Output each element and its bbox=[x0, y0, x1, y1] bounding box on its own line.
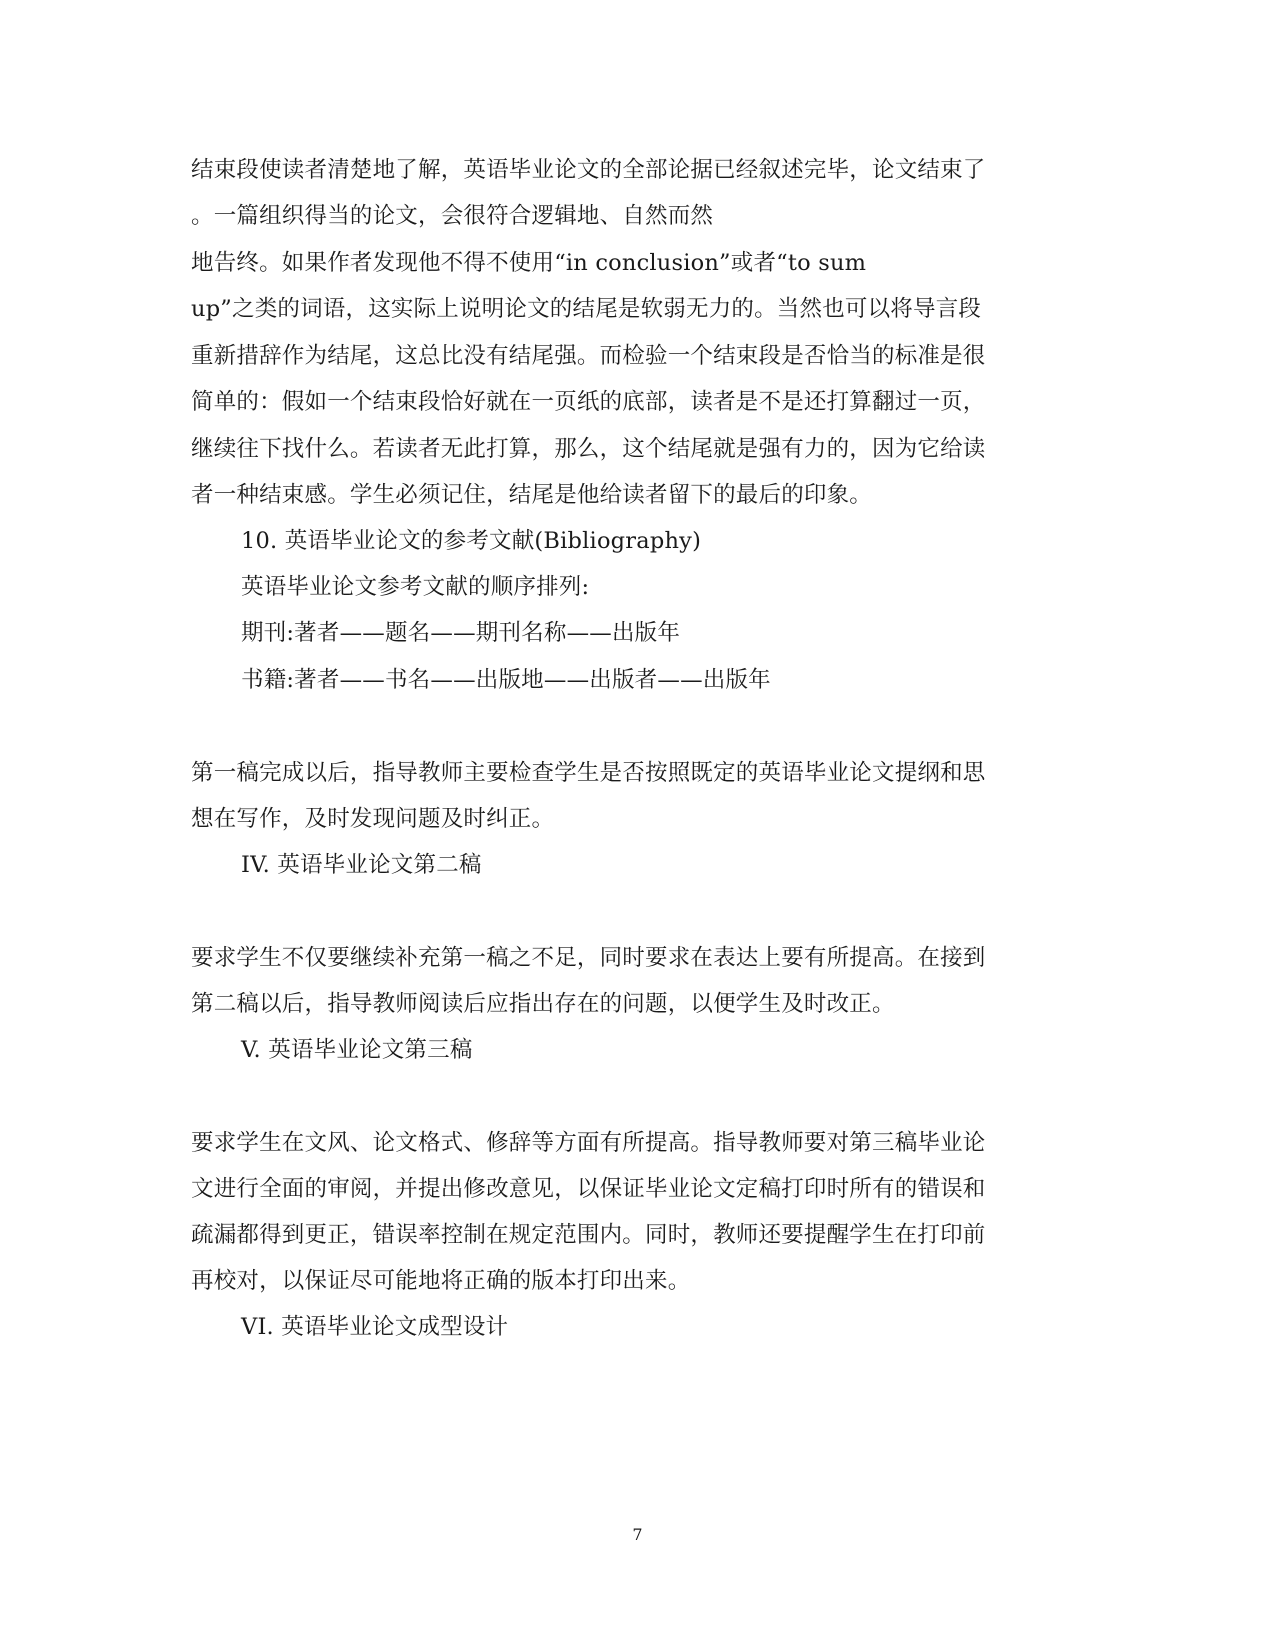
text-line: 疏漏都得到更正，错误率控制在规定范围内。同时，教师还要提醒学生在打印前 bbox=[191, 1222, 986, 1248]
section-heading: IV. 英语毕业论文第二稿 bbox=[241, 852, 482, 878]
text-line: 第二稿以后，指导教师阅读后应指出存在的问题，以便学生及时改正。 bbox=[191, 991, 895, 1017]
section-heading: 10. 英语毕业论文的参考文献(Bibliography) bbox=[241, 528, 702, 554]
text-line: 想在写作，及时发现问题及时纠正。 bbox=[191, 806, 555, 832]
text-line: 要求学生不仅要继续补充第一稿之不足，同时要求在表达上要有所提高。在接到 bbox=[191, 945, 986, 971]
text-line: 重新措辞作为结尾，这总比没有结尾强。而检验一个结束段是否恰当的标准是很 bbox=[191, 343, 986, 369]
text-line: 者一种结束感。学生必须记住，结尾是他给读者留下的最后的印象。 bbox=[191, 482, 873, 508]
text-line: 期刊:著者——题名——期刊名称——出版年 bbox=[241, 620, 681, 646]
section-heading: VI. 英语毕业论文成型设计 bbox=[241, 1314, 509, 1340]
text-line: 结束段使读者清楚地了解，英语毕业论文的全部论据已经叙述完毕，论文结束了 bbox=[191, 157, 986, 183]
text-line: 。一篇组织得当的论文，会很符合逻辑地、自然而然 bbox=[191, 203, 714, 229]
text-line: 书籍:著者——书名——出版地——出版者——出版年 bbox=[241, 667, 771, 693]
section-heading: V. 英语毕业论文第三稿 bbox=[241, 1037, 473, 1063]
text-line: 第一稿完成以后，指导教师主要检查学生是否按照既定的英语毕业论文提纲和思 bbox=[191, 760, 986, 786]
text-line: 简单的：假如一个结束段恰好就在一页纸的底部，读者是不是还打算翻过一页， bbox=[191, 389, 986, 415]
text-line: up”之类的词语，这实际上说明论文的结尾是软弱无力的。当然也可以将导言段 bbox=[191, 296, 982, 322]
text-line: 地告终。如果作者发现他不得不使用“in conclusion”或者“to sum bbox=[191, 250, 867, 276]
text-line: 要求学生在文风、论文格式、修辞等方面有所提高。指导教师要对第三稿毕业论 bbox=[191, 1130, 986, 1156]
text-line: 英语毕业论文参考文献的顺序排列: bbox=[241, 574, 590, 600]
text-line: 再校对，以保证尽可能地将正确的版本打印出来。 bbox=[191, 1268, 691, 1294]
text-line: 文进行全面的审阅，并提出修改意见，以保证毕业论文定稿打印时所有的错误和 bbox=[191, 1176, 986, 1202]
text-line: 继续往下找什么。若读者无此打算，那么，这个结尾就是强有力的，因为它给读 bbox=[191, 436, 986, 462]
page-number: 7 bbox=[632, 1525, 643, 1544]
